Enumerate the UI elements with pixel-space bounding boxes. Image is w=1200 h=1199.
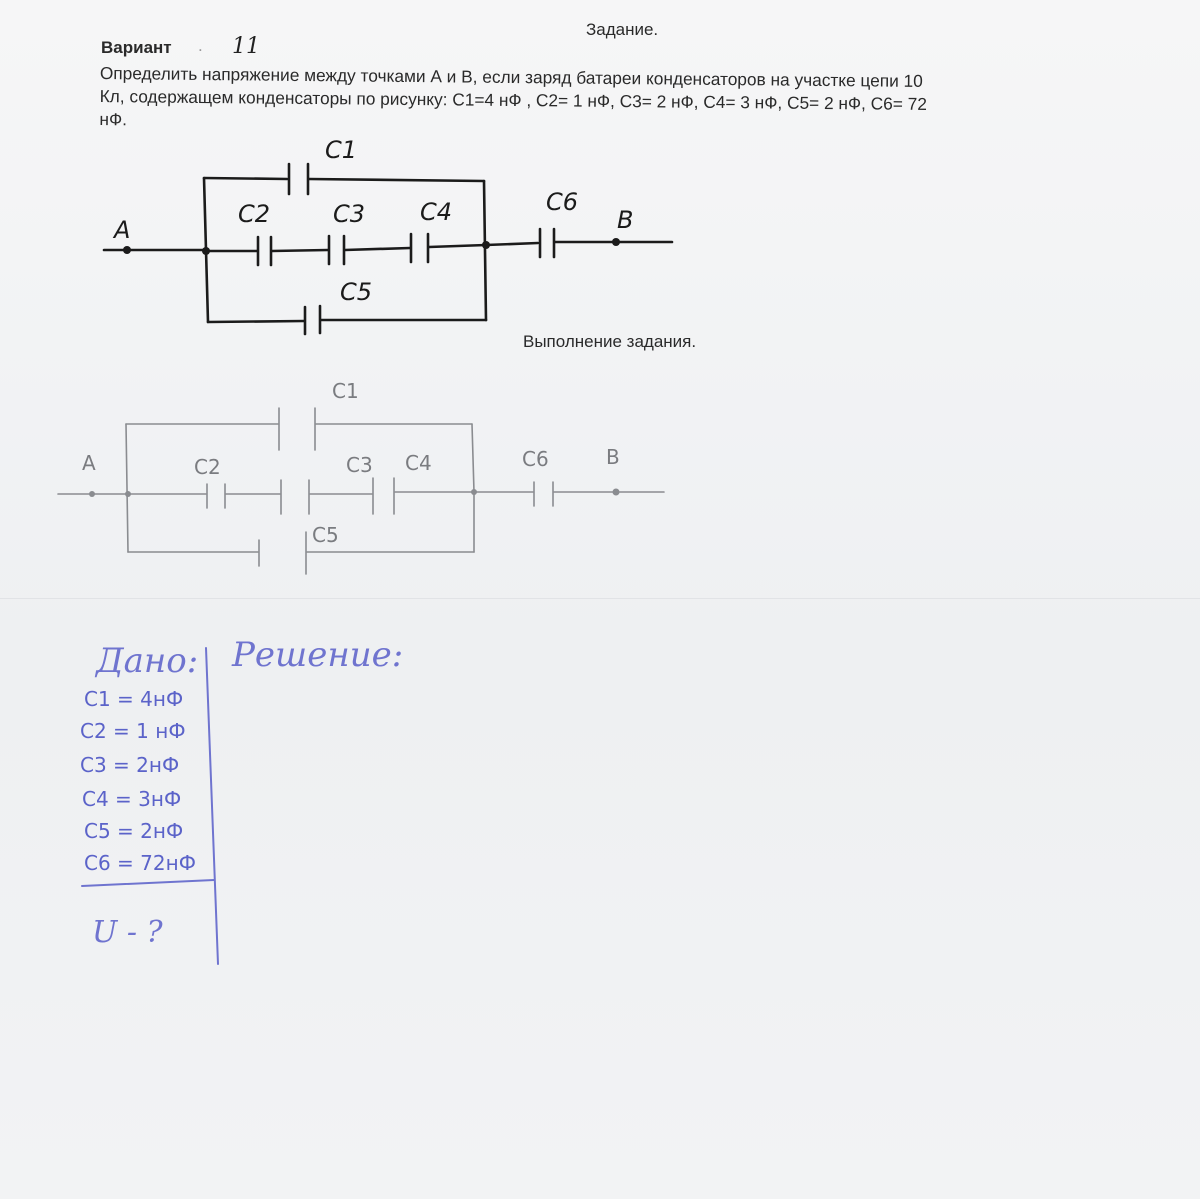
pencil-label-c5: C5 (312, 523, 339, 547)
pencil-label-c2: C2 (194, 455, 221, 479)
given-item: C6 = 72нФ (84, 851, 196, 875)
execution-title: Выполнение задания. (523, 332, 697, 351)
variant-dot: . (198, 36, 203, 55)
pencil-label-c6: C6 (522, 447, 549, 471)
page-title: Задание. (586, 20, 659, 39)
given-divider-horizontal (82, 880, 214, 886)
pencil-label-c4: C4 (405, 451, 432, 475)
given-heading: Дано: (96, 641, 199, 681)
variant-number: 11 (232, 34, 260, 59)
pencil-label-c1: C1 (332, 379, 359, 403)
label-a: A (114, 216, 131, 244)
task-line: Определить напряжение между точками А и В, если заряд батареи конденсаторов на участке цепи 10 (99, 62, 923, 91)
task-line: нФ. (99, 108, 128, 130)
label-c6: C6 (546, 188, 579, 216)
label-c2: C2 (238, 200, 271, 228)
given-divider-vertical (206, 648, 218, 964)
given-item: C5 = 2нФ (84, 819, 184, 843)
variant-label: Вариант (101, 38, 172, 57)
given-find: U - ? (92, 915, 163, 950)
pencil-label-a: A (82, 451, 96, 475)
label-c3: C3 (333, 200, 366, 228)
solution-heading: Решение: (232, 635, 404, 675)
label-c5: C5 (340, 278, 373, 306)
task-line: Кл, содержащем конденсаторы по рисунку: С1=4 нФ , С2= 1 нФ, С3= 2 нФ, С4= 3 нФ, С5= 2 нФ, С6= 72 (99, 85, 927, 114)
label-c4: C4 (420, 198, 453, 226)
given-item: C3 = 2нФ (80, 753, 180, 777)
label-b: B (617, 206, 634, 234)
given-item: C4 = 3нФ (82, 787, 182, 811)
given-item: C1 = 4нФ (84, 687, 184, 711)
label-c1: C1 (325, 136, 358, 164)
pencil-label-b: B (606, 445, 620, 469)
given-item: C2 = 1 нФ (80, 719, 186, 743)
pencil-label-c3: C3 (346, 453, 373, 477)
